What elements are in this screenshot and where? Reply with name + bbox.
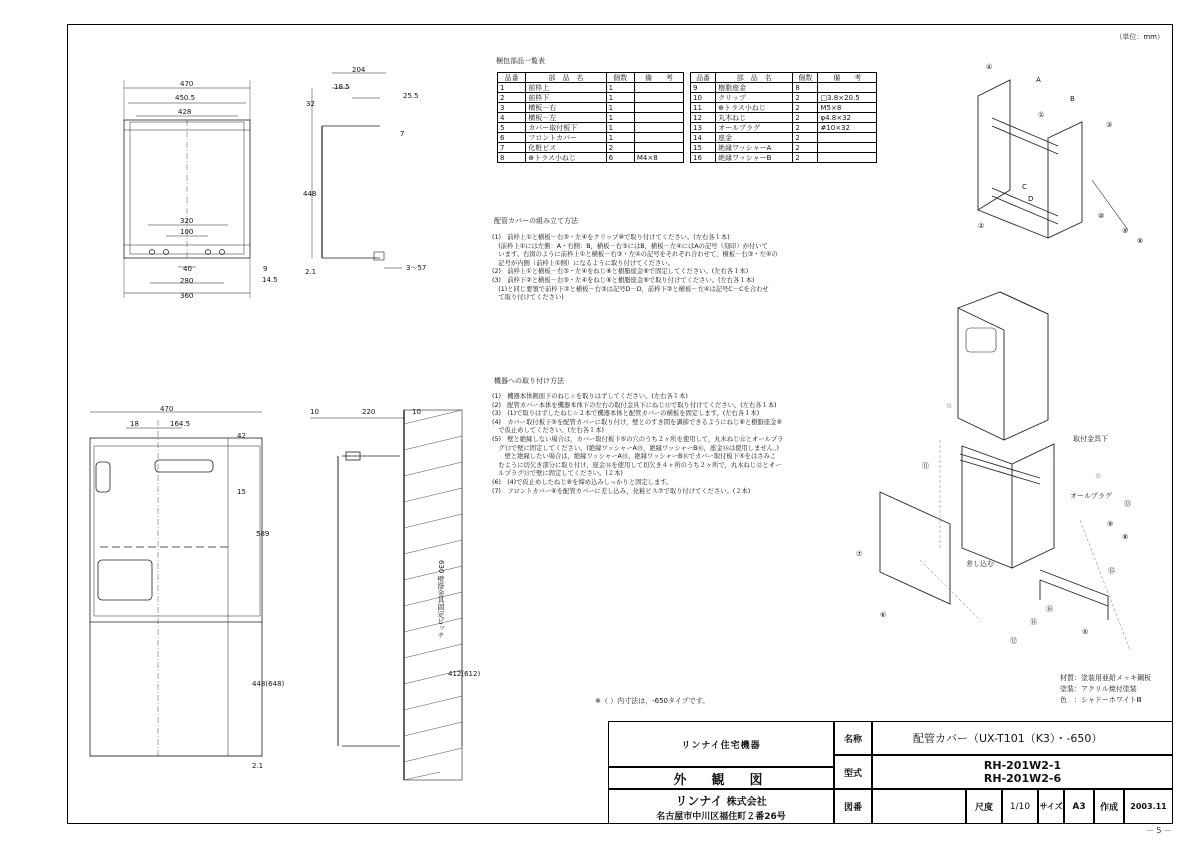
col-remarks: 備 考 <box>634 73 683 83</box>
table-cell: ⊕トラス小ねじ <box>716 103 793 113</box>
material-note: 材質：塗装用亜鉛メッキ鋼板 <box>1060 674 1151 682</box>
footnote: ※（ ）内寸法は，-650タイプです。 <box>595 697 710 705</box>
table-cell: 7 <box>498 143 526 153</box>
dim-14-5: 14.5 <box>262 276 278 284</box>
callout-D: D <box>1028 195 1034 203</box>
callout-8: ⑧ <box>1137 237 1144 245</box>
instruction-line: 記号が内側（前枠上①側）になるように取り付けてください。 <box>492 259 674 267</box>
page-number: － 5 － <box>1145 826 1172 835</box>
callout-A: A <box>1036 76 1041 84</box>
company-logo: リンナイ <box>675 793 723 808</box>
table-cell: 11 <box>691 103 716 113</box>
table-row <box>691 83 877 93</box>
table-cell: 2 <box>498 93 526 103</box>
callout-12: ⑫ <box>1010 637 1017 645</box>
dim-412-612: 412(612) <box>448 670 481 678</box>
table-cell <box>634 93 683 103</box>
instruction-line: (1) 前枠上①と横板－右③・左④をクリップ⑩で取り付けてください。(左右各１本) <box>492 234 730 241</box>
dim-320: 320 <box>180 217 194 225</box>
brand-logo: リンナイ住宅機器 <box>608 721 834 767</box>
callout-9b: ⑨ <box>1107 520 1114 528</box>
callout-10: ⑩ <box>1098 212 1105 220</box>
instruction-line: で仮止めしてください。(左右各１本) <box>492 427 604 435</box>
dim-2-1-bottom: 2.1 <box>252 762 264 770</box>
callout-11: ⑪ <box>922 462 929 470</box>
table-cell <box>818 83 877 93</box>
table-cell: 1 <box>606 113 634 123</box>
drawing-kind: 外 観 図 <box>608 767 834 789</box>
table-cell <box>634 103 683 113</box>
company-block <box>608 789 834 824</box>
company-suffix: 株式会社 <box>726 796 767 808</box>
dim-164-5: 164.5 <box>170 420 191 428</box>
label-star-b: ☆ <box>1095 472 1102 480</box>
dim-428: 428 <box>178 108 192 116</box>
company-address: 名古屋市中川区福住町２番26号 <box>656 811 786 822</box>
created-value: 2003.11 <box>1124 789 1173 824</box>
table-cell: 2 <box>793 133 818 143</box>
title-block <box>608 721 1173 824</box>
size-value: A3 <box>1064 789 1094 824</box>
dim-3-57: 3～57 <box>406 264 427 272</box>
table-cell: 化粧ビス <box>526 143 606 153</box>
mounting-title: 機器への取り付け方法 <box>494 377 564 385</box>
table-row <box>691 143 877 153</box>
instruction-line: (6) (4)で仮止めしたねじ⑧を締め込みしっかりと固定します。 <box>492 478 673 486</box>
callout-3: ③ <box>1106 121 1113 129</box>
table-cell: 丸木ねじ <box>716 113 793 123</box>
table-cell: 16 <box>691 153 716 163</box>
table-cell: ⊕トラス小ねじ <box>526 153 606 163</box>
model-value-2: RH-201W2-6 <box>983 772 1062 785</box>
instruction-line: (5) 壁と絶縁しない場合は，カバー取付板下⑤の穴のうち２ヶ所を使用して，丸木ねじ⑫とオールプラ <box>492 435 784 443</box>
parts-table-right <box>690 72 877 163</box>
callout-7: ⑦ <box>856 550 863 558</box>
model-values <box>872 755 1173 789</box>
label-star-a: ☆ <box>946 402 953 410</box>
callout-5: ⑤ <box>1082 628 1089 636</box>
callout-13: ⑬ <box>1124 500 1131 508</box>
col-qty: 個数 <box>793 73 818 83</box>
label-mount-bracket: 取付金具下 <box>1073 435 1108 443</box>
name-value: 配管カバー（UX-T101（K3）・-650） <box>872 721 1173 755</box>
table-row <box>498 153 684 163</box>
dim-9: 9 <box>263 265 268 273</box>
label-insert: 差し込む <box>966 560 994 568</box>
table-cell: 6 <box>498 133 526 143</box>
table-row <box>498 113 684 123</box>
table-cell: 6 <box>606 153 634 163</box>
table-row <box>691 113 877 123</box>
parts-list-title: 梱包部品一覧表 <box>496 57 545 65</box>
table-row <box>691 123 877 133</box>
drawing-no-label: 図番 <box>834 789 872 824</box>
dim-450-5: 450.5 <box>175 94 196 102</box>
table-cell <box>818 143 877 153</box>
table-cell: 2 <box>793 153 818 163</box>
assembly-title: 配管カバーの組み立て方法 <box>494 217 578 225</box>
coating-note: 塗装：アクリル焼付塗装 <box>1060 685 1137 693</box>
table-cell <box>818 133 877 143</box>
scale-label: 尺度 <box>966 789 1002 824</box>
table-cell: カバー取付板下 <box>526 123 606 133</box>
table-row <box>498 83 684 93</box>
dim-42: 42 <box>237 432 246 440</box>
table-row <box>691 103 877 113</box>
instruction-line: (2) 前枠上①と横板－右③・左④をねじ⑧と樹脂座金⑨で固定してください。(左右各１本) <box>492 268 749 276</box>
table-row <box>691 133 877 143</box>
table-cell: 1 <box>498 83 526 93</box>
table-cell: 前枠下 <box>526 93 606 103</box>
table-cell: 13 <box>691 123 716 133</box>
table-cell <box>634 83 683 93</box>
front-cover-panel <box>880 492 950 604</box>
table-cell: フロントカバー <box>526 133 606 143</box>
table-cell: 樹脂座金 <box>716 83 793 93</box>
table-cell: φ4.8×32 <box>818 113 877 123</box>
dim-32: 32 <box>306 100 315 108</box>
table-cell: 14 <box>691 133 716 143</box>
callout-8b: ⑧ <box>1122 533 1129 541</box>
dim-204: 204 <box>352 66 366 74</box>
dim-470-bottom: 470 <box>160 405 174 413</box>
table-cell: 2 <box>793 93 818 103</box>
table-cell: 9 <box>691 83 716 93</box>
callout-B: B <box>1070 95 1075 103</box>
table-cell: 横板－右 <box>526 103 606 113</box>
col-name: 部 品 名 <box>526 73 606 83</box>
table-cell <box>818 153 877 163</box>
table-cell: M5×8 <box>818 103 877 113</box>
callout-14: ⑭ <box>1030 618 1037 626</box>
table-cell: 絶縁ワッシャーB <box>716 153 793 163</box>
table-cell: 横板－左 <box>526 113 606 123</box>
instruction-line: (1)と同じ要領で前枠下②と横板－右③は記号D－D，前枠下②と横板－左④は記号C－Cを合わせ <box>492 285 769 293</box>
table-row <box>498 103 684 113</box>
dim-220: 220 <box>362 408 376 416</box>
table-row <box>498 143 684 153</box>
dim-40: 40 <box>183 265 192 273</box>
table-cell <box>634 123 683 133</box>
table-cell: 1 <box>606 103 634 113</box>
table-cell <box>634 113 683 123</box>
instruction-line: ルプラグ⑬で壁に固定してください。(２本) <box>492 470 623 478</box>
table-cell: #10×32 <box>818 123 877 133</box>
dim-10-left: 10 <box>310 408 319 416</box>
model-value-1: RH-201W2-1 <box>983 759 1062 772</box>
instruction-line: て取り付けてください) <box>492 294 564 302</box>
dim-100: 100 <box>180 228 194 236</box>
table-cell: オールプラグ <box>716 123 793 133</box>
table-cell: 座金 <box>716 133 793 143</box>
parts-table-left <box>497 72 684 163</box>
instruction-line: 壁と絶縁したい場合は，絶縁ワッシャーA⑮，絶縁ワッシャーB⑯でカバー取付板下⑤をはさみこ <box>492 453 777 461</box>
dim-470-top: 470 <box>180 80 194 88</box>
instruction-line: (3) (1)で取りはずしたねじ☆２本で機器本体と配管カバーの横板を固定します。(左右各１本) <box>492 410 760 418</box>
table-cell: 3 <box>498 103 526 113</box>
callout-9: ⑨ <box>1122 227 1129 235</box>
instruction-line: (4) カバー取付板下⑤を配管カバーに取り付け，壁とのすき間を調節できるようにねじ⑧と樹脂座金⑨ <box>492 418 783 426</box>
drawing-no-value <box>872 789 966 824</box>
dim-18-5: 18.5 <box>334 83 350 91</box>
table-cell: 5 <box>498 123 526 133</box>
table-cell <box>634 133 683 143</box>
table-cell: クリップ <box>716 93 793 103</box>
table-cell: 4 <box>498 113 526 123</box>
dim-25-5: 25.5 <box>403 92 419 100</box>
created-label: 作成 <box>1094 789 1124 824</box>
table-cell: 前枠上 <box>526 83 606 93</box>
table-cell: 10 <box>691 93 716 103</box>
table-cell: 1 <box>606 83 634 93</box>
label-wall-plug: オールプラグ <box>1070 492 1112 500</box>
callout-16: ⑯ <box>1046 605 1053 613</box>
dim-2-1-top: 2.1 <box>305 268 317 276</box>
table-cell: 12 <box>691 113 716 123</box>
mounting-instructions <box>492 393 783 496</box>
callout-C: C <box>1022 183 1027 191</box>
table-cell: 1 <box>606 93 634 103</box>
size-label: サイズ <box>1038 789 1064 824</box>
instruction-line: むように切欠き部分に取り付け，座金⑭を使用して切欠き４ヶ所のうち２ヶ所で，丸木ねじ⑫とオー <box>492 461 782 469</box>
col-no: 品番 <box>498 73 526 83</box>
instruction-line: (1) 機器本体側面下のねじ☆を取りはずしてください。(左右各１本) <box>492 393 688 400</box>
table-cell: 絶縁ワッシャーA <box>716 143 793 153</box>
table-cell: 8 <box>793 83 818 93</box>
dim-589: 589 <box>256 530 270 538</box>
dim-18: 18 <box>130 420 139 428</box>
dim-630: 630 壁掛金具固定ピッチ <box>437 560 445 639</box>
table-cell: 2 <box>606 143 634 153</box>
table-cell: 2 <box>793 103 818 113</box>
table-cell: 8 <box>498 153 526 163</box>
table-row <box>691 93 877 103</box>
callout-6: ⑥ <box>880 611 887 619</box>
table-cell: 2 <box>793 113 818 123</box>
table-cell: M4×8 <box>634 153 683 163</box>
color-note: 色 ：シャドーホワイトⅢ <box>1060 696 1142 704</box>
table-cell: 2 <box>793 123 818 133</box>
callout-2: ② <box>978 222 985 230</box>
col-name: 部 品 名 <box>716 73 793 83</box>
model-label: 型式 <box>834 755 872 789</box>
table-row <box>498 133 684 143</box>
name-label: 名称 <box>834 721 872 755</box>
front-view-outline <box>90 438 262 756</box>
table-cell <box>634 143 683 153</box>
dim-15: 15 <box>237 488 246 496</box>
col-qty: 個数 <box>606 73 634 83</box>
callout-4: ④ <box>986 63 993 71</box>
dim-360: 360 <box>180 292 194 300</box>
dim-448-top: 448 <box>303 190 317 198</box>
callout-15: ⑮ <box>1108 567 1115 575</box>
instruction-line: (前枠上①には左側：A・右側：B，横板－右③にはB，横板－左④にはAの記号（刻印）が付いて <box>492 242 768 250</box>
col-remarks: 備 考 <box>818 73 877 83</box>
table-row <box>691 153 877 163</box>
table-cell: 2 <box>793 143 818 153</box>
dim-10-right: 10 <box>412 408 421 416</box>
table-cell: 15 <box>691 143 716 153</box>
table-cell: 1 <box>606 123 634 133</box>
col-no: 品番 <box>691 73 716 83</box>
dim-448-648: 448(648) <box>252 680 285 688</box>
scale-value: 1/10 <box>1002 789 1038 824</box>
instruction-line: (2) 配管カバー本体を機器本体下の左右の取付金具下にねじ⑪で取り付けてください。(左右各１本) <box>492 401 777 409</box>
table-row <box>498 93 684 103</box>
dim-7: 7 <box>400 130 405 138</box>
callout-1: ① <box>1038 111 1045 119</box>
dim-280: 280 <box>180 277 194 285</box>
table-row <box>498 123 684 133</box>
table-cell: □3.8×20.5 <box>818 93 877 103</box>
instruction-line: グ⑬で壁に固定してください。(絶縁ワッシャーA⑮，絶縁ワッシャーB⑯，座金⑭は使用しません。) <box>492 444 779 452</box>
instruction-line: います。右図のように前枠上①と横板－右③・左④の記号をそれぞれ合わせて，横板－右③・左④の <box>492 251 778 259</box>
assembly-instructions <box>492 234 778 303</box>
table-cell: 1 <box>606 133 634 143</box>
unit-note: （単位：mm） <box>1115 33 1164 41</box>
instruction-line: (3) 前枠下②と横板－右③・左④をねじ⑧と樹脂座金⑨で取り付けてください。(左右各１本) <box>492 276 755 284</box>
instruction-line: (7) フロントカバー⑥を配管カバーに差し込み，化粧ビス⑦で取り付けてください。(２本) <box>492 487 751 495</box>
